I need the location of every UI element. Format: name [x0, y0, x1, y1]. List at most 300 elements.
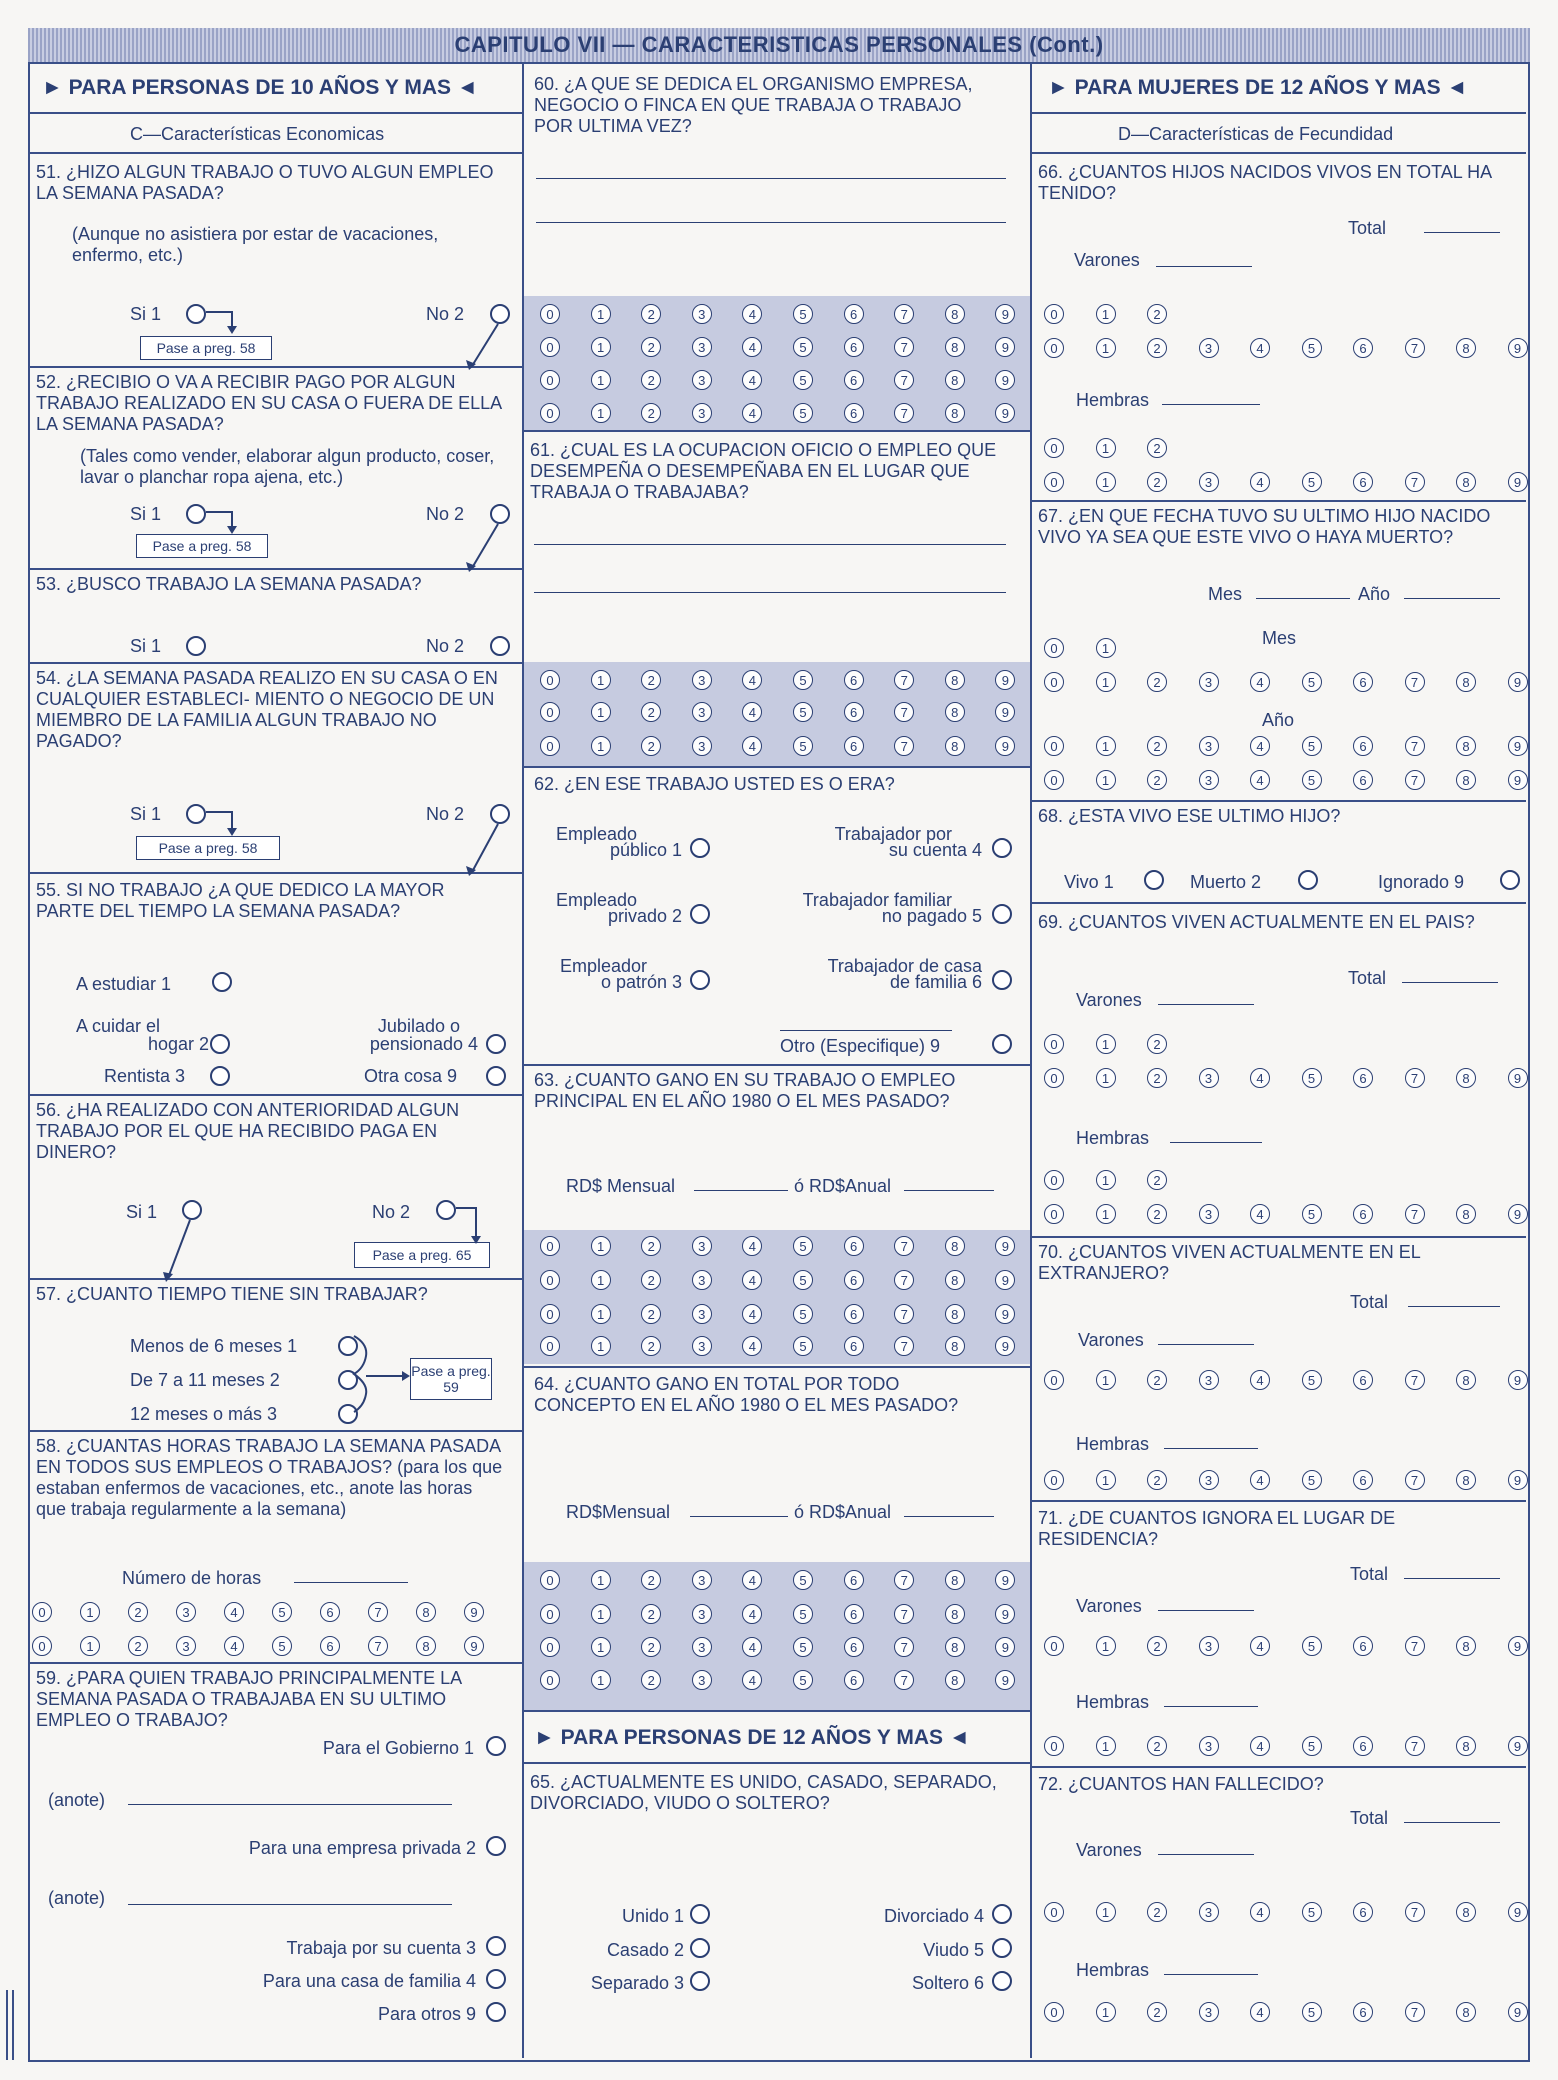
q63-digit-row-3-bubble-2[interactable]: 2 [641, 1304, 661, 1324]
q64-digit-row-4-bubble-4[interactable]: 4 [742, 1670, 762, 1690]
q60-digit-row-4-bubble-4[interactable]: 4 [742, 403, 762, 423]
q60-digit-row-2-bubble-5[interactable]: 5 [793, 337, 813, 357]
q65-o5-radio[interactable] [992, 1938, 1012, 1958]
q63-digit-row-1-bubble-6[interactable]: 6 [844, 1236, 864, 1256]
q63-digit-row-4-bubble-0[interactable]: 0 [540, 1336, 560, 1356]
q64-digit-row-2-bubble-8[interactable]: 8 [945, 1604, 965, 1624]
q67-ano-row-2-bubble-9[interactable]: 9 [1508, 770, 1528, 790]
q53-no-radio[interactable] [490, 636, 510, 656]
q69-hembras-tens-bubble-2[interactable]: 2 [1147, 1170, 1167, 1190]
q63-digit-row-3-bubble-8[interactable]: 8 [945, 1304, 965, 1324]
q67-mes-units-bubble-6[interactable]: 6 [1353, 672, 1373, 692]
q60-digit-row-4-bubble-2[interactable]: 2 [641, 403, 661, 423]
q63-digit-row-3-bubble-7[interactable]: 7 [894, 1304, 914, 1324]
q60-digit-row-2-bubble-0[interactable]: 0 [540, 337, 560, 357]
q58-digit-row-1-bubble-3[interactable]: 3 [176, 1602, 196, 1622]
q67-ano-row-1-bubble-5[interactable]: 5 [1302, 736, 1322, 756]
q70-varones-row-bubble-0[interactable]: 0 [1044, 1370, 1064, 1390]
q70-varones-row-bubble-4[interactable]: 4 [1250, 1370, 1270, 1390]
q62-o9-radio[interactable] [992, 1034, 1012, 1054]
q60-digit-row-4-bubble-9[interactable]: 9 [995, 403, 1015, 423]
q60-digit-row-3-bubble-1[interactable]: 1 [591, 370, 611, 390]
q63-anual-line[interactable] [904, 1190, 994, 1191]
q62-o4-radio[interactable] [992, 838, 1012, 858]
q70-varones-row-bubble-1[interactable]: 1 [1096, 1370, 1116, 1390]
q61-digit-row-1-bubble-1[interactable]: 1 [591, 670, 611, 690]
q67-ano-row-2-bubble-1[interactable]: 1 [1096, 770, 1116, 790]
q60-answer-line-1[interactable] [536, 178, 1006, 179]
q61-digit-row-3-bubble-1[interactable]: 1 [591, 736, 611, 756]
q60-digit-row-4-bubble-5[interactable]: 5 [793, 403, 813, 423]
q70-hembras-row-bubble-3[interactable]: 3 [1199, 1470, 1219, 1490]
q63-digit-row-4-bubble-8[interactable]: 8 [945, 1336, 965, 1356]
q71-varones-row-bubble-6[interactable]: 6 [1353, 1636, 1373, 1656]
q58-digit-row-1-bubble-8[interactable]: 8 [416, 1602, 436, 1622]
q64-digit-row-2-bubble-9[interactable]: 9 [995, 1604, 1015, 1624]
q61-digit-row-3-bubble-5[interactable]: 5 [793, 736, 813, 756]
q63-digit-row-3-bubble-4[interactable]: 4 [742, 1304, 762, 1324]
q67-ano-row-1-bubble-1[interactable]: 1 [1096, 736, 1116, 756]
q64-digit-row-4-bubble-5[interactable]: 5 [793, 1670, 813, 1690]
q69-varones-units-bubble-1[interactable]: 1 [1096, 1068, 1116, 1088]
q60-digit-row-4-bubble-8[interactable]: 8 [945, 403, 965, 423]
q70-hembras-row-bubble-5[interactable]: 5 [1302, 1470, 1322, 1490]
q70-hembras-row-bubble-0[interactable]: 0 [1044, 1470, 1064, 1490]
q61-digit-row-2-bubble-2[interactable]: 2 [641, 702, 661, 722]
q60-digit-row-1-bubble-1[interactable]: 1 [591, 304, 611, 324]
q67-ano-row-2-bubble-5[interactable]: 5 [1302, 770, 1322, 790]
q70-hembras-row-bubble-1[interactable]: 1 [1096, 1470, 1116, 1490]
q64-digit-row-1-bubble-9[interactable]: 9 [995, 1570, 1015, 1590]
q72-hembras-row-bubble-0[interactable]: 0 [1044, 2002, 1064, 2022]
q64-digit-row-1-bubble-2[interactable]: 2 [641, 1570, 661, 1590]
q60-digit-row-2-bubble-3[interactable]: 3 [692, 337, 712, 357]
q52-si-radio[interactable] [186, 504, 206, 524]
q65-o2-radio[interactable] [690, 1938, 710, 1958]
q71-hembras-line[interactable] [1164, 1706, 1258, 1707]
q58-digit-row-2-bubble-9[interactable]: 9 [464, 1636, 484, 1656]
q69-hembras-units-bubble-7[interactable]: 7 [1405, 1204, 1425, 1224]
q61-digit-row-1-bubble-0[interactable]: 0 [540, 670, 560, 690]
q63-digit-row-3-bubble-9[interactable]: 9 [995, 1304, 1015, 1324]
q67-mes-units-bubble-2[interactable]: 2 [1147, 672, 1167, 692]
q70-varones-row-bubble-5[interactable]: 5 [1302, 1370, 1322, 1390]
q66-hembras-units-bubble-3[interactable]: 3 [1199, 472, 1219, 492]
q64-digit-row-2-bubble-2[interactable]: 2 [641, 1604, 661, 1624]
q61-digit-row-1-bubble-2[interactable]: 2 [641, 670, 661, 690]
q58-digit-row-1-bubble-1[interactable]: 1 [80, 1602, 100, 1622]
q58-digit-row-2-bubble-8[interactable]: 8 [416, 1636, 436, 1656]
q64-digit-row-2-bubble-4[interactable]: 4 [742, 1604, 762, 1624]
q61-digit-row-3-bubble-8[interactable]: 8 [945, 736, 965, 756]
q66-hembras-units-bubble-9[interactable]: 9 [1508, 472, 1528, 492]
q66-hembras-units-bubble-7[interactable]: 7 [1405, 472, 1425, 492]
q67-ano-row-2-bubble-0[interactable]: 0 [1044, 770, 1064, 790]
q57-opt2-radio[interactable] [338, 1370, 358, 1390]
q61-digit-row-1-bubble-4[interactable]: 4 [742, 670, 762, 690]
q67-mes-units-bubble-9[interactable]: 9 [1508, 672, 1528, 692]
q55-opt9-radio[interactable] [486, 1066, 506, 1086]
q61-digit-row-3-bubble-0[interactable]: 0 [540, 736, 560, 756]
q67-ano-line[interactable] [1404, 598, 1500, 599]
q63-digit-row-4-bubble-6[interactable]: 6 [844, 1336, 864, 1356]
q64-digit-row-4-bubble-9[interactable]: 9 [995, 1670, 1015, 1690]
q60-digit-row-2-bubble-7[interactable]: 7 [894, 337, 914, 357]
q58-digit-row-1-bubble-2[interactable]: 2 [128, 1602, 148, 1622]
q69-varones-units-bubble-4[interactable]: 4 [1250, 1068, 1270, 1088]
q67-ano-row-1-bubble-3[interactable]: 3 [1199, 736, 1219, 756]
q69-varones-tens-bubble-1[interactable]: 1 [1096, 1034, 1116, 1054]
q69-hembras-units-bubble-3[interactable]: 3 [1199, 1204, 1219, 1224]
q67-mes-units-bubble-7[interactable]: 7 [1405, 672, 1425, 692]
q70-varones-row-bubble-8[interactable]: 8 [1456, 1370, 1476, 1390]
q72-varones-row-bubble-8[interactable]: 8 [1456, 1902, 1476, 1922]
q61-digit-row-1-bubble-3[interactable]: 3 [692, 670, 712, 690]
q60-digit-row-3-bubble-2[interactable]: 2 [641, 370, 661, 390]
q64-digit-row-2-bubble-0[interactable]: 0 [540, 1604, 560, 1624]
q58-digit-row-2-bubble-7[interactable]: 7 [368, 1636, 388, 1656]
q71-varones-row-bubble-1[interactable]: 1 [1096, 1636, 1116, 1656]
q51-no-radio[interactable] [490, 304, 510, 324]
q67-ano-row-2-bubble-4[interactable]: 4 [1250, 770, 1270, 790]
q58-digit-row-1-bubble-0[interactable]: 0 [32, 1602, 52, 1622]
q58-digit-row-2-bubble-5[interactable]: 5 [272, 1636, 292, 1656]
q64-digit-row-3-bubble-9[interactable]: 9 [995, 1637, 1015, 1657]
q58-digit-row-1-bubble-7[interactable]: 7 [368, 1602, 388, 1622]
q60-digit-row-2-bubble-9[interactable]: 9 [995, 337, 1015, 357]
q61-digit-row-3-bubble-2[interactable]: 2 [641, 736, 661, 756]
q53-si-radio[interactable] [186, 636, 206, 656]
q61-answer-line-1[interactable] [534, 544, 1006, 545]
q61-digit-row-3-bubble-7[interactable]: 7 [894, 736, 914, 756]
q67-mes-units-bubble-8[interactable]: 8 [1456, 672, 1476, 692]
q61-digit-row-2-bubble-1[interactable]: 1 [591, 702, 611, 722]
q64-digit-row-4-bubble-3[interactable]: 3 [692, 1670, 712, 1690]
q64-digit-row-2-bubble-1[interactable]: 1 [591, 1604, 611, 1624]
q58-digit-row-2-bubble-6[interactable]: 6 [320, 1636, 340, 1656]
q72-varones-row-bubble-9[interactable]: 9 [1508, 1902, 1528, 1922]
q66-hembras-tens-bubble-1[interactable]: 1 [1096, 438, 1116, 458]
q63-digit-row-3-bubble-3[interactable]: 3 [692, 1304, 712, 1324]
q58-digit-row-2-bubble-2[interactable]: 2 [128, 1636, 148, 1656]
q61-digit-row-2-bubble-7[interactable]: 7 [894, 702, 914, 722]
q65-o4-radio[interactable] [992, 1904, 1012, 1924]
q66-hembras-units-bubble-6[interactable]: 6 [1353, 472, 1373, 492]
q60-digit-row-2-bubble-1[interactable]: 1 [591, 337, 611, 357]
q61-answer-line-2[interactable] [534, 592, 1006, 593]
q69-hembras-tens-bubble-0[interactable]: 0 [1044, 1170, 1064, 1190]
q63-mensual-line[interactable] [694, 1190, 788, 1191]
q66-varones-units-bubble-8[interactable]: 8 [1456, 338, 1476, 358]
q67-ano-row-2-bubble-8[interactable]: 8 [1456, 770, 1476, 790]
q64-digit-row-1-bubble-4[interactable]: 4 [742, 1570, 762, 1590]
q60-digit-row-4-bubble-0[interactable]: 0 [540, 403, 560, 423]
q71-hembras-row-bubble-9[interactable]: 9 [1508, 1736, 1528, 1756]
q63-digit-row-3-bubble-5[interactable]: 5 [793, 1304, 813, 1324]
q52-no-radio[interactable] [490, 504, 510, 524]
q66-varones-units-bubble-0[interactable]: 0 [1044, 338, 1064, 358]
q69-hembras-units-bubble-9[interactable]: 9 [1508, 1204, 1528, 1224]
q67-mes-units-bubble-1[interactable]: 1 [1096, 672, 1116, 692]
q66-varones-tens-bubble-1[interactable]: 1 [1096, 304, 1116, 324]
q63-digit-row-4-bubble-4[interactable]: 4 [742, 1336, 762, 1356]
q71-hembras-row-bubble-6[interactable]: 6 [1353, 1736, 1373, 1756]
q61-digit-row-3-bubble-9[interactable]: 9 [995, 736, 1015, 756]
q71-total-line[interactable] [1404, 1578, 1500, 1579]
q67-ano-row-1-bubble-7[interactable]: 7 [1405, 736, 1425, 756]
q61-digit-row-3-bubble-4[interactable]: 4 [742, 736, 762, 756]
q60-digit-row-1-bubble-0[interactable]: 0 [540, 304, 560, 324]
q63-digit-row-2-bubble-9[interactable]: 9 [995, 1270, 1015, 1290]
q67-ano-row-1-bubble-0[interactable]: 0 [1044, 736, 1064, 756]
q61-digit-row-2-bubble-4[interactable]: 4 [742, 702, 762, 722]
q60-digit-row-1-bubble-2[interactable]: 2 [641, 304, 661, 324]
q64-digit-row-3-bubble-6[interactable]: 6 [844, 1637, 864, 1657]
q72-varones-row-bubble-0[interactable]: 0 [1044, 1902, 1064, 1922]
q64-mensual-line[interactable] [690, 1516, 788, 1517]
q63-digit-row-4-bubble-3[interactable]: 3 [692, 1336, 712, 1356]
q61-digit-row-1-bubble-7[interactable]: 7 [894, 670, 914, 690]
q66-varones-tens-bubble-0[interactable]: 0 [1044, 304, 1064, 324]
q71-hembras-row-bubble-1[interactable]: 1 [1096, 1736, 1116, 1756]
q70-total-line[interactable] [1408, 1306, 1500, 1307]
q58-digit-row-2-bubble-4[interactable]: 4 [224, 1636, 244, 1656]
q68-ignorado-radio[interactable] [1500, 870, 1520, 890]
q69-hembras-units-bubble-2[interactable]: 2 [1147, 1204, 1167, 1224]
q71-varones-row-bubble-0[interactable]: 0 [1044, 1636, 1064, 1656]
q72-varones-row-bubble-5[interactable]: 5 [1302, 1902, 1322, 1922]
q59-opt1-radio[interactable] [486, 1736, 506, 1756]
q64-digit-row-3-bubble-0[interactable]: 0 [540, 1637, 560, 1657]
q60-digit-row-4-bubble-6[interactable]: 6 [844, 403, 864, 423]
q67-ano-row-1-bubble-6[interactable]: 6 [1353, 736, 1373, 756]
q60-digit-row-2-bubble-2[interactable]: 2 [641, 337, 661, 357]
q60-digit-row-1-bubble-4[interactable]: 4 [742, 304, 762, 324]
q71-varones-row-bubble-2[interactable]: 2 [1147, 1636, 1167, 1656]
q60-digit-row-3-bubble-0[interactable]: 0 [540, 370, 560, 390]
q71-hembras-row-bubble-0[interactable]: 0 [1044, 1736, 1064, 1756]
q54-no-radio[interactable] [490, 804, 510, 824]
q60-digit-row-1-bubble-5[interactable]: 5 [793, 304, 813, 324]
q71-varones-row-bubble-3[interactable]: 3 [1199, 1636, 1219, 1656]
q62-o1-radio[interactable] [690, 838, 710, 858]
q66-varones-units-bubble-3[interactable]: 3 [1199, 338, 1219, 358]
q62-o2-radio[interactable] [690, 904, 710, 924]
q67-ano-row-1-bubble-9[interactable]: 9 [1508, 736, 1528, 756]
q71-varones-row-bubble-4[interactable]: 4 [1250, 1636, 1270, 1656]
q69-total-line[interactable] [1402, 982, 1498, 983]
q72-hembras-line[interactable] [1164, 1974, 1258, 1975]
q72-hembras-row-bubble-9[interactable]: 9 [1508, 2002, 1528, 2022]
q58-hours-line[interactable] [294, 1582, 408, 1583]
q63-digit-row-2-bubble-7[interactable]: 7 [894, 1270, 914, 1290]
q60-digit-row-3-bubble-6[interactable]: 6 [844, 370, 864, 390]
q70-varones-row-bubble-3[interactable]: 3 [1199, 1370, 1219, 1390]
q64-digit-row-4-bubble-1[interactable]: 1 [591, 1670, 611, 1690]
q66-varones-units-bubble-1[interactable]: 1 [1096, 338, 1116, 358]
q69-varones-units-bubble-2[interactable]: 2 [1147, 1068, 1167, 1088]
q67-ano-row-1-bubble-2[interactable]: 2 [1147, 736, 1167, 756]
q58-digit-row-2-bubble-1[interactable]: 1 [80, 1636, 100, 1656]
q60-digit-row-3-bubble-3[interactable]: 3 [692, 370, 712, 390]
q64-digit-row-1-bubble-6[interactable]: 6 [844, 1570, 864, 1590]
q69-varones-units-bubble-5[interactable]: 5 [1302, 1068, 1322, 1088]
q64-digit-row-4-bubble-8[interactable]: 8 [945, 1670, 965, 1690]
q67-mes-units-bubble-3[interactable]: 3 [1199, 672, 1219, 692]
q72-hembras-row-bubble-2[interactable]: 2 [1147, 2002, 1167, 2022]
q66-varones-units-bubble-6[interactable]: 6 [1353, 338, 1373, 358]
q71-hembras-row-bubble-5[interactable]: 5 [1302, 1736, 1322, 1756]
q64-digit-row-2-bubble-5[interactable]: 5 [793, 1604, 813, 1624]
q67-mes-units-bubble-4[interactable]: 4 [1250, 672, 1270, 692]
q67-mes-tens-bubble-1[interactable]: 1 [1096, 638, 1116, 658]
q60-digit-row-1-bubble-8[interactable]: 8 [945, 304, 965, 324]
q67-mes-units-bubble-0[interactable]: 0 [1044, 672, 1064, 692]
q59-opt2-radio[interactable] [486, 1836, 506, 1856]
q69-varones-units-bubble-8[interactable]: 8 [1456, 1068, 1476, 1088]
q64-digit-row-4-bubble-7[interactable]: 7 [894, 1670, 914, 1690]
q64-digit-row-1-bubble-0[interactable]: 0 [540, 1570, 560, 1590]
q69-hembras-tens-bubble-1[interactable]: 1 [1096, 1170, 1116, 1190]
q62-other-line[interactable] [780, 1030, 952, 1031]
q72-hembras-row-bubble-4[interactable]: 4 [1250, 2002, 1270, 2022]
q66-hembras-units-bubble-0[interactable]: 0 [1044, 472, 1064, 492]
q59-anote-line-1[interactable] [128, 1804, 452, 1805]
q63-digit-row-1-bubble-3[interactable]: 3 [692, 1236, 712, 1256]
q66-varones-tens-bubble-2[interactable]: 2 [1147, 304, 1167, 324]
q63-digit-row-2-bubble-6[interactable]: 6 [844, 1270, 864, 1290]
q71-varones-row-bubble-8[interactable]: 8 [1456, 1636, 1476, 1656]
q72-hembras-row-bubble-7[interactable]: 7 [1405, 2002, 1425, 2022]
q67-ano-row-2-bubble-2[interactable]: 2 [1147, 770, 1167, 790]
q63-digit-row-1-bubble-0[interactable]: 0 [540, 1236, 560, 1256]
q70-hembras-line[interactable] [1164, 1448, 1258, 1449]
q64-digit-row-2-bubble-7[interactable]: 7 [894, 1604, 914, 1624]
q72-varones-row-bubble-1[interactable]: 1 [1096, 1902, 1116, 1922]
q64-digit-row-1-bubble-8[interactable]: 8 [945, 1570, 965, 1590]
q72-varones-row-bubble-3[interactable]: 3 [1199, 1902, 1219, 1922]
q64-digit-row-3-bubble-4[interactable]: 4 [742, 1637, 762, 1657]
q66-hembras-units-bubble-2[interactable]: 2 [1147, 472, 1167, 492]
q70-hembras-row-bubble-7[interactable]: 7 [1405, 1470, 1425, 1490]
q66-varones-units-bubble-7[interactable]: 7 [1405, 338, 1425, 358]
q70-varones-row-bubble-7[interactable]: 7 [1405, 1370, 1425, 1390]
q60-digit-row-1-bubble-3[interactable]: 3 [692, 304, 712, 324]
q70-varones-line[interactable] [1158, 1344, 1254, 1345]
q63-digit-row-4-bubble-1[interactable]: 1 [591, 1336, 611, 1356]
q71-hembras-row-bubble-7[interactable]: 7 [1405, 1736, 1425, 1756]
q71-hembras-row-bubble-3[interactable]: 3 [1199, 1736, 1219, 1756]
q61-digit-row-2-bubble-6[interactable]: 6 [844, 702, 864, 722]
q64-digit-row-3-bubble-8[interactable]: 8 [945, 1637, 965, 1657]
q64-digit-row-3-bubble-2[interactable]: 2 [641, 1637, 661, 1657]
q63-digit-row-1-bubble-1[interactable]: 1 [591, 1236, 611, 1256]
q60-digit-row-4-bubble-1[interactable]: 1 [591, 403, 611, 423]
q72-varones-row-bubble-2[interactable]: 2 [1147, 1902, 1167, 1922]
q72-hembras-row-bubble-1[interactable]: 1 [1096, 2002, 1116, 2022]
q64-digit-row-4-bubble-0[interactable]: 0 [540, 1670, 560, 1690]
q59-opt3-radio[interactable] [486, 1936, 506, 1956]
q60-digit-row-3-bubble-5[interactable]: 5 [793, 370, 813, 390]
q61-digit-row-1-bubble-6[interactable]: 6 [844, 670, 864, 690]
q72-varones-row-bubble-7[interactable]: 7 [1405, 1902, 1425, 1922]
q71-varones-row-bubble-9[interactable]: 9 [1508, 1636, 1528, 1656]
q66-varones-units-bubble-9[interactable]: 9 [1508, 338, 1528, 358]
q63-digit-row-3-bubble-0[interactable]: 0 [540, 1304, 560, 1324]
q60-digit-row-3-bubble-7[interactable]: 7 [894, 370, 914, 390]
q58-digit-row-2-bubble-0[interactable]: 0 [32, 1636, 52, 1656]
q63-digit-row-2-bubble-0[interactable]: 0 [540, 1270, 560, 1290]
q61-digit-row-2-bubble-3[interactable]: 3 [692, 702, 712, 722]
q64-digit-row-3-bubble-1[interactable]: 1 [591, 1637, 611, 1657]
q66-total-line[interactable] [1424, 232, 1500, 233]
q70-hembras-row-bubble-8[interactable]: 8 [1456, 1470, 1476, 1490]
q66-hembras-line[interactable] [1162, 404, 1260, 405]
q56-si-radio[interactable] [182, 1200, 202, 1220]
q71-varones-line[interactable] [1158, 1610, 1254, 1611]
q63-digit-row-4-bubble-7[interactable]: 7 [894, 1336, 914, 1356]
q55-opt1-radio[interactable] [212, 972, 232, 992]
q69-hembras-units-bubble-5[interactable]: 5 [1302, 1204, 1322, 1224]
q59-opt9-radio[interactable] [486, 2002, 506, 2022]
q60-digit-row-2-bubble-6[interactable]: 6 [844, 337, 864, 357]
q68-muerto-radio[interactable] [1298, 870, 1318, 890]
q67-ano-row-1-bubble-4[interactable]: 4 [1250, 736, 1270, 756]
q60-digit-row-3-bubble-9[interactable]: 9 [995, 370, 1015, 390]
q70-hembras-row-bubble-6[interactable]: 6 [1353, 1470, 1373, 1490]
q68-vivo-radio[interactable] [1144, 870, 1164, 890]
q71-hembras-row-bubble-4[interactable]: 4 [1250, 1736, 1270, 1756]
q61-digit-row-2-bubble-9[interactable]: 9 [995, 702, 1015, 722]
q64-digit-row-3-bubble-5[interactable]: 5 [793, 1637, 813, 1657]
q63-digit-row-3-bubble-6[interactable]: 6 [844, 1304, 864, 1324]
q69-varones-units-bubble-3[interactable]: 3 [1199, 1068, 1219, 1088]
q60-digit-row-1-bubble-6[interactable]: 6 [844, 304, 864, 324]
q60-digit-row-4-bubble-3[interactable]: 3 [692, 403, 712, 423]
q69-hembras-units-bubble-0[interactable]: 0 [1044, 1204, 1064, 1224]
q57-opt3-radio[interactable] [338, 1404, 358, 1424]
q66-hembras-tens-bubble-2[interactable]: 2 [1147, 438, 1167, 458]
q69-varones-units-bubble-6[interactable]: 6 [1353, 1068, 1373, 1088]
q65-o1-radio[interactable] [690, 1904, 710, 1924]
q66-varones-units-bubble-4[interactable]: 4 [1250, 338, 1270, 358]
q60-digit-row-1-bubble-7[interactable]: 7 [894, 304, 914, 324]
q69-hembras-units-bubble-4[interactable]: 4 [1250, 1204, 1270, 1224]
q58-digit-row-1-bubble-6[interactable]: 6 [320, 1602, 340, 1622]
q63-digit-row-2-bubble-4[interactable]: 4 [742, 1270, 762, 1290]
q58-digit-row-1-bubble-5[interactable]: 5 [272, 1602, 292, 1622]
q61-digit-row-1-bubble-5[interactable]: 5 [793, 670, 813, 690]
q64-digit-row-1-bubble-5[interactable]: 5 [793, 1570, 813, 1590]
q63-digit-row-3-bubble-1[interactable]: 1 [591, 1304, 611, 1324]
q72-varones-row-bubble-6[interactable]: 6 [1353, 1902, 1373, 1922]
q69-hembras-units-bubble-8[interactable]: 8 [1456, 1204, 1476, 1224]
q67-ano-row-2-bubble-6[interactable]: 6 [1353, 770, 1373, 790]
q58-digit-row-1-bubble-4[interactable]: 4 [224, 1602, 244, 1622]
q61-digit-row-1-bubble-9[interactable]: 9 [995, 670, 1015, 690]
q63-digit-row-1-bubble-2[interactable]: 2 [641, 1236, 661, 1256]
q72-total-line[interactable] [1404, 1822, 1500, 1823]
q64-digit-row-4-bubble-2[interactable]: 2 [641, 1670, 661, 1690]
q60-answer-line-2[interactable] [536, 222, 1006, 223]
q72-hembras-row-bubble-5[interactable]: 5 [1302, 2002, 1322, 2022]
q67-mes-line[interactable] [1256, 598, 1350, 599]
q69-varones-units-bubble-9[interactable]: 9 [1508, 1068, 1528, 1088]
q65-o6-radio[interactable] [992, 1971, 1012, 1991]
q71-hembras-row-bubble-2[interactable]: 2 [1147, 1736, 1167, 1756]
q70-varones-row-bubble-6[interactable]: 6 [1353, 1370, 1373, 1390]
q69-varones-line[interactable] [1158, 1004, 1254, 1005]
